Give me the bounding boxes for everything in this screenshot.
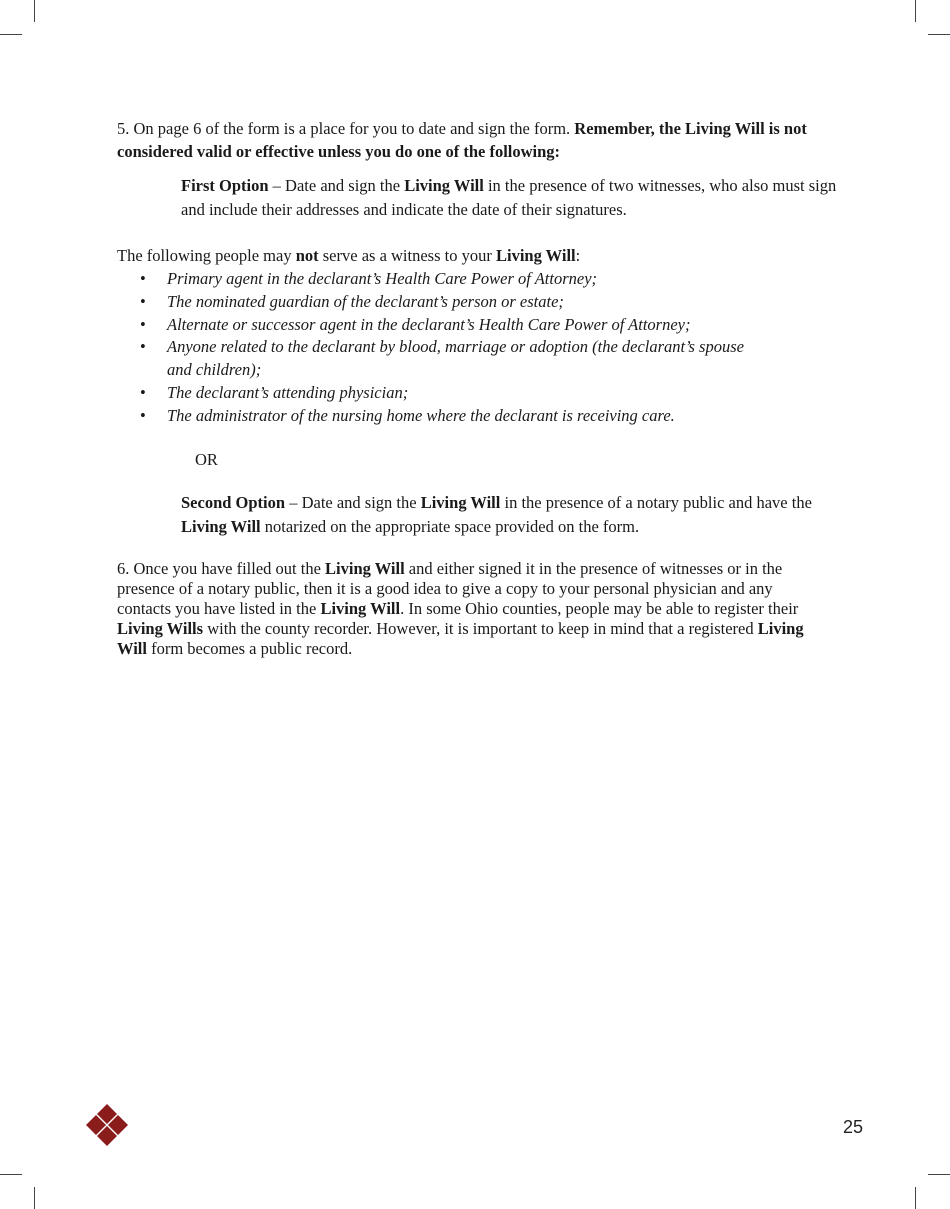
or-separator: OR: [195, 450, 218, 469]
witness-intro-text: serve as a witness to your: [318, 246, 496, 265]
crop-mark: [0, 1174, 22, 1175]
living-will-term: Living Will: [181, 517, 261, 536]
item-6-text: form becomes a public record.: [146, 639, 353, 658]
crop-mark: [915, 0, 916, 22]
item-5-emphasis: Remember, the Living Will is not considered valid or effective unless you do one of the following:: [117, 119, 807, 161]
first-option-label: First Option: [181, 176, 269, 195]
item-5-paragraph: [117, 117, 829, 163]
witness-intro-text: The following people may: [117, 246, 296, 265]
page-number: 25: [843, 1117, 864, 1137]
list-item: • Primary agent in the declarant’s Health Care Power of Attorney;: [140, 268, 760, 291]
second-option-label: Second Option: [181, 493, 286, 512]
living-will-term: Living Will: [420, 493, 501, 512]
first-option: [181, 174, 841, 222]
witness-intro: [117, 246, 829, 266]
witness-exclusion-list: [140, 268, 760, 428]
crop-mark: [34, 1187, 35, 1209]
witness-intro-text: :: [575, 246, 581, 265]
crop-mark: [34, 0, 35, 22]
diamond-cluster-icon: [84, 1103, 130, 1149]
list-item: • Anyone related to the declarant by blood, marriage or adoption (the declarant’s spouse and children);: [140, 336, 760, 382]
living-wills-term: Living Wills: [117, 619, 204, 638]
second-option-text: notarized on the appropriate space provided on the form.: [260, 517, 640, 536]
second-option: [181, 491, 841, 539]
living-will-term: Living Will: [325, 559, 405, 578]
list-item: • The nominated guardian of the declarant’s person or estate;: [140, 291, 760, 314]
list-item: • Alternate or successor agent in the declarant’s Health Care Power of Attorney;: [140, 314, 760, 337]
item-6-text: and either signed it in the presence of witnesses or in the presence of a notary public, then it is a good idea to give a copy to your personal physician and any contacts you have listed in the: [117, 559, 783, 618]
not-term: not: [295, 246, 319, 265]
living-will-term: Living Will: [117, 619, 804, 658]
item-5-lead: 5. On page 6 of the form is a place for you to date and sign the form.: [117, 119, 571, 138]
second-option-text: in the presence of a notary public and have the: [500, 493, 812, 512]
item-6-paragraph: [117, 559, 829, 659]
crop-mark: [0, 34, 22, 35]
list-item: • The declarant’s attending physician;: [140, 382, 760, 405]
list-item: • The administrator of the nursing home where the declarant is receiving care.: [140, 405, 760, 428]
first-option-text: – Date and sign the: [268, 176, 405, 195]
item-6-text: with the county recorder. However, it is important to keep in mind that a registered: [203, 619, 758, 638]
item-6-text: 6. Once you have filled out the: [117, 559, 326, 578]
living-will-term: Living Will: [320, 599, 401, 618]
living-will-term: Living Will: [495, 246, 576, 265]
first-option-text: in the presence of two witnesses, who also must sign and include their addresses and indicate the date of their signatures.: [181, 176, 837, 219]
second-option-text: – Date and sign the: [285, 493, 421, 512]
living-will-term: Living Will: [404, 176, 484, 195]
crop-mark: [915, 1187, 916, 1209]
crop-mark: [928, 34, 950, 35]
item-6-text: . In some Ohio counties, people may be able to register their: [400, 599, 799, 618]
crop-mark: [928, 1174, 950, 1175]
